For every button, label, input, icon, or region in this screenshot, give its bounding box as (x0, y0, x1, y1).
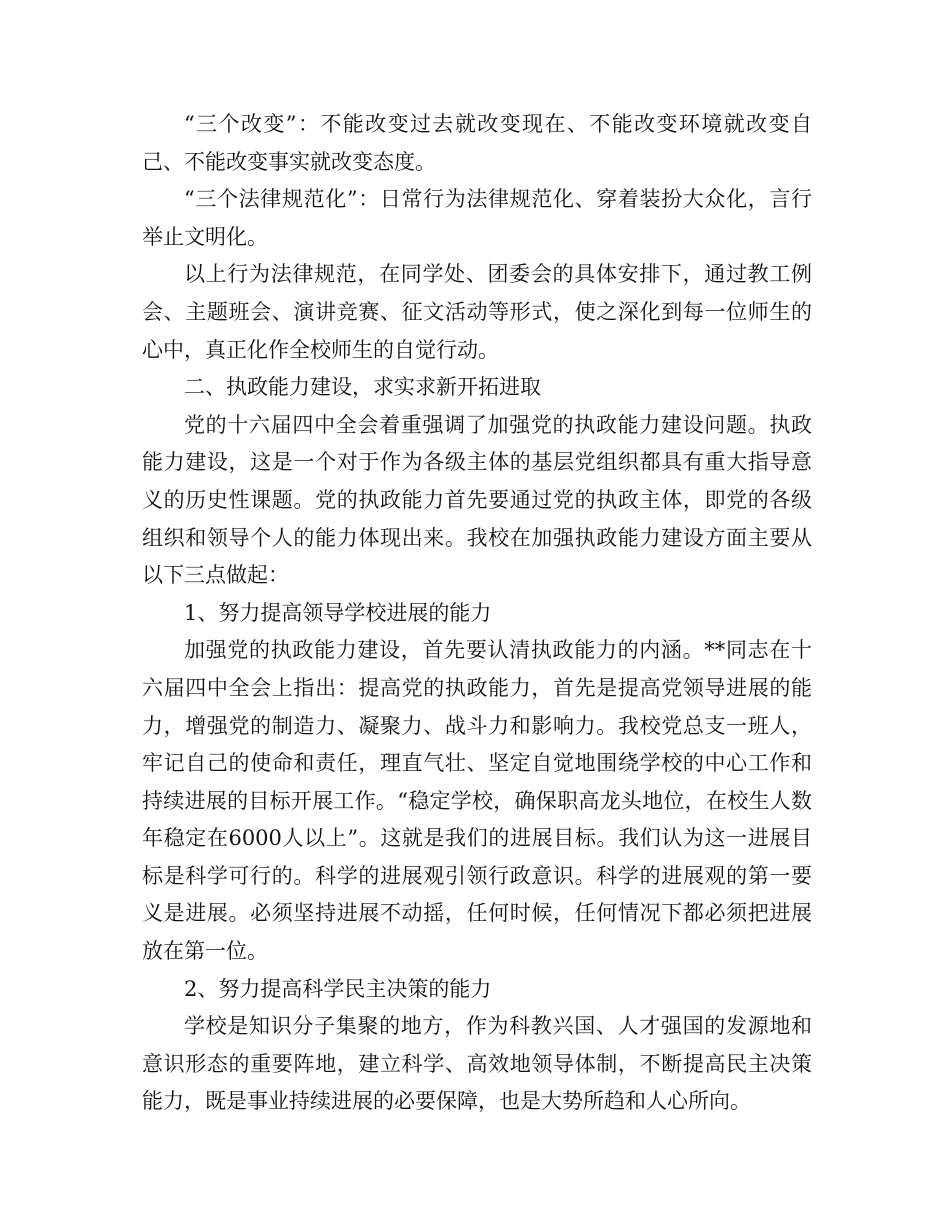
paragraph-leadership: 加强党的执政能力建设，首先要认清执政能力的内涵。**同志在十六届四中全会上指出：提高党的执政能力，首先是提高党领导进展的能力，增强党的制造力、凝聚力、战斗力和影响力。我校党总支一班人，牢记自己的使命和责任，理直气壮、坚定自觉地围绕学校的中心工作和持续进展的目标开展工作。“稳定学校，确保职高龙头地位，在校生人数年稳定在6000人以上”。这就是我们的进展目标。我们认为这一进展目标是科学可行的。科学的进展观引领行政意识。科学的进展观的第一要义是进展。必须坚持进展不动摇，任何时候，任何情况下都必须把进展放在第一位。 (142, 638, 812, 964)
section-heading-governance: 二、执政能力建设，求实求新开拓进取 (184, 375, 541, 400)
paragraph-three-changes: “三个改变”：不能改变过去就改变现在、不能改变环境就改变自己、不能改变事实就改变态度。 (142, 112, 812, 174)
paragraph-governance-intro: 党的十六届四中全会着重强调了加强党的执政能力建设问题。执政能力建设，这是一个对于作为各级主体的基层党组织都具有重大指导意义的历史性课题。党的执政能力首先要通过党的执政主体，即党的各级组织和领导个人的能力体现出来。我校在加强执政能力建设方面主要从以下三点做起： (142, 412, 812, 588)
paragraph-three-norms: “三个法律规范化”：日常行为法律规范化、穿着装扮大众化，言行举止文明化。 (142, 187, 812, 249)
paragraph-implementation: 以上行为法律规范，在同学处、团委会的具体安排下，通过教工例会、主题班会、演讲竞赛、征文活动等形式，使之深化到每一位师生的心中，真正化作全校师生的自觉行动。 (142, 262, 812, 362)
subheading-decision-making: 2、努力提高科学民主决策的能力 (184, 976, 492, 1001)
paragraph-decision-making: 学校是知识分子集聚的地方，作为科教兴国、人才强国的发源地和意识形态的重要阵地，建立科学、高效地领导体制，不断提高民主决策能力，既是事业持续进展的必要保障，也是大势所趋和人心所向。 (142, 1014, 812, 1114)
subheading-leadership: 1、努力提高领导学校进展的能力 (184, 600, 492, 625)
